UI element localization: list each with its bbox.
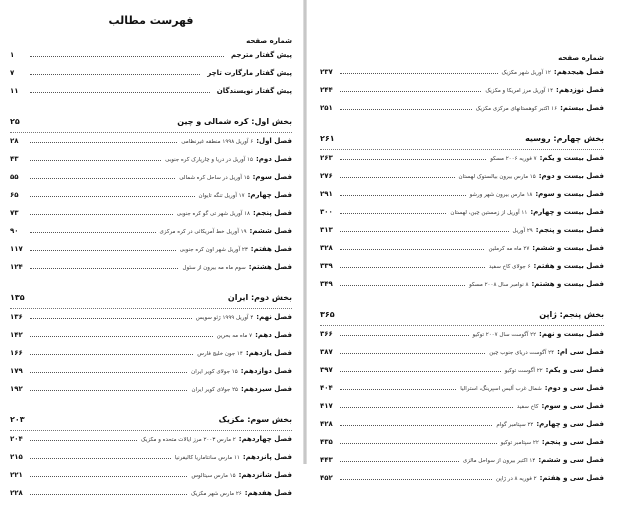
entry-label: فصل سی ام: [557, 348, 604, 356]
entry-label: فصل دهم: [255, 331, 292, 339]
leader-dots [30, 268, 178, 269]
leader-dots [30, 250, 176, 251]
toc-entry [320, 280, 604, 298]
entry-page-number: ۱۶۶ [10, 349, 23, 357]
entry-subtitle: ۱۸ آوریل شهر تی گو کره جنوبی [176, 211, 250, 217]
entry-page-number: ۱۱ [10, 87, 19, 95]
entry-page-number: ۳۸۷ [320, 348, 333, 356]
entry-page-number: ۳۶۶ [320, 330, 333, 338]
entry-label: فصل پانزدهم: [242, 453, 292, 461]
entry-label: فصل سی و ششم: [538, 456, 604, 464]
entry-label: فصل نهم: [256, 313, 292, 321]
entry-page-number: ۴۴۳ [320, 456, 333, 464]
entry-subtitle: ۱۴ آوریل مرز امریکا و مکزیک [485, 88, 554, 94]
entry-label: فصل بیست و هشتم: [531, 280, 604, 288]
leader-dots [340, 285, 465, 286]
entry-subtitle: ۷ ماه مه بحرین [216, 333, 253, 339]
leader-dots [30, 214, 173, 215]
entry-label: فصل هفتم: [250, 245, 292, 253]
part-title: بخش دوم: ایران [227, 293, 292, 302]
toc-entry [10, 435, 292, 453]
entry-page-number: ۷ [10, 69, 15, 77]
entry-label: فصل چهاردهم: [238, 435, 292, 443]
entry-subtitle: ۱۵ آوریل در ساحل کره شمالی [179, 175, 250, 181]
toc-entry [10, 331, 292, 349]
part-heading [320, 134, 604, 150]
page-number-column-header: شماره صفحه [558, 54, 604, 62]
entry-page-number: ۲۸ [10, 137, 19, 145]
entry-label: فصل بیست و یکم: [539, 154, 604, 162]
leader-dots [30, 440, 137, 441]
entry-subtitle: سوم ماه مه بیرون از سئول [182, 265, 246, 271]
entry-subtitle: ۱۲ آوریل شهر مکزیک [501, 70, 551, 76]
entry-label: فصل سوم: [252, 173, 292, 181]
entry-page-number: ۳۹۷ [320, 366, 333, 374]
leader-dots [30, 336, 213, 337]
entry-subtitle: ۱۵ آوریل در دریا و چارپارک کره جنوبی [165, 157, 253, 163]
entry-subtitle: ۶ جولای کاخ سفید [488, 264, 531, 270]
toc-entry [10, 227, 292, 245]
leader-dots [30, 354, 193, 355]
leader-dots [340, 267, 485, 268]
entry-page-number: ۱۳۶ [10, 313, 23, 321]
entry-page-number: ۳۳۹ [320, 262, 333, 270]
toc-entry [10, 173, 292, 191]
book-gutter [303, 0, 307, 464]
toc-entry [10, 87, 292, 105]
entry-label: پیش گفتار نویسندگان [216, 87, 292, 95]
toc-entry [320, 262, 604, 280]
entry-label: فصل سی و دوم: [544, 384, 604, 392]
toc-entry [10, 155, 292, 173]
entry-page-number: ۷۳ [10, 209, 19, 217]
toc-entry [320, 190, 604, 208]
toc-entry [10, 453, 292, 471]
entry-subtitle: ۲۴ آگوست دریای جنوب چین [489, 350, 555, 356]
part-heading [10, 293, 292, 309]
leader-dots [340, 231, 509, 232]
entry-subtitle: شمال غرب آلیس اسپرینگ، استرالیا [460, 386, 542, 392]
entry-page-number: ۴۲۸ [320, 420, 333, 428]
entry-subtitle: ۱۴ اکتبر بیرون از سواحل مالزی [462, 458, 536, 464]
leader-dots [30, 74, 200, 75]
toc-entry [320, 104, 604, 122]
entry-label: فصل سی و چهارم: [536, 420, 604, 428]
leader-dots [340, 177, 455, 178]
entry-page-number: ۲۹۱ [320, 190, 333, 198]
toc-entry [10, 313, 292, 331]
toc-entry [10, 489, 292, 507]
entry-subtitle: ۱۵ جولای کویر ایران [191, 369, 238, 375]
entry-subtitle: ۱۶ اکتبر کوهستانهای مرکزی مکزیک [475, 106, 558, 112]
entry-page-number: ۵۵ [10, 173, 19, 181]
page-number-column-header: شماره صفحه [246, 37, 292, 45]
entry-label: فصل سی و سوم: [541, 402, 604, 410]
entry-label: فصل اول: [256, 137, 292, 145]
entry-page-number: ۲۴۴ [320, 86, 333, 94]
entry-label: فصل بیست و نهم: [539, 330, 604, 338]
entry-subtitle: ۲۳ آوریل شهر اون کره جنوبی [179, 247, 248, 253]
entry-subtitle: ۲۲ سپتامبر گوام [496, 422, 534, 428]
entry-subtitle: ۱۵ مارس سیتالوس [191, 473, 236, 479]
entry-page-number: ۲۲۸ [10, 489, 23, 497]
entry-page-number: ۳۲۸ [320, 244, 333, 252]
entry-subtitle: ۷ فوریه ۲۰۰۶ مسکو [490, 156, 537, 162]
leader-dots [30, 232, 156, 233]
entry-page-number: ۱۴۲ [10, 331, 23, 339]
leader-dots [30, 178, 175, 179]
leader-dots [30, 142, 177, 143]
toc-page-right [310, 0, 618, 482]
entry-label: فصل سی و یکم: [545, 366, 604, 374]
leader-dots [340, 213, 446, 214]
toc-entry [10, 263, 292, 281]
entry-page-number: ۳۴۹ [320, 280, 333, 288]
toc-entry [10, 367, 292, 385]
entry-label: فصل بیست و پنجم: [535, 226, 604, 234]
part-page-number: ۳۶۵ [320, 310, 335, 319]
entry-label: فصل سیزدهم: [241, 385, 292, 393]
entry-page-number: ۲۷۶ [320, 172, 333, 180]
part-heading [10, 415, 292, 431]
entry-label: فصل هیجدهم: [553, 68, 604, 76]
leader-dots [340, 159, 486, 160]
entry-label: فصل بیستم: [560, 104, 604, 112]
entry-subtitle: ۱۱ مارس سانتاماریا کالیفرنیا [174, 455, 240, 461]
entry-label: فصل بیست و چهارم: [530, 208, 604, 216]
entry-subtitle: ۲۲ سپتامبر توکیو [500, 440, 539, 446]
leader-dots [30, 318, 192, 319]
entry-subtitle: ۶ آوریل ۱۹۹۸ منطقه غیرنظامی [181, 139, 254, 145]
toc-entry [320, 384, 604, 402]
entry-page-number: ۴۳ [10, 155, 19, 163]
leader-dots [30, 56, 224, 57]
entry-label: فصل ششم: [249, 227, 292, 235]
toc-entry [320, 348, 604, 366]
part-page-number: ۲۶۱ [320, 134, 335, 143]
entry-page-number: ۹۰ [10, 227, 19, 235]
entry-subtitle: ۲۲ آگوست سال ۲۰۰۷ توکیو [472, 332, 537, 338]
leader-dots [340, 425, 492, 426]
leader-dots [30, 160, 161, 161]
entry-subtitle: ۲۵ جولای کویر ایران [191, 387, 238, 393]
part-title: بخش چهارم: روسیه [525, 134, 604, 143]
leader-dots [340, 443, 497, 444]
leader-dots [340, 371, 501, 372]
page-title: فهرست مطالب [108, 14, 194, 27]
entry-page-number: ۴۱۷ [320, 402, 333, 410]
toc-entry [10, 385, 292, 403]
entry-label: فصل هفدهم: [244, 489, 292, 497]
entry-subtitle: ۱۹ آوریل خط آمریکائی در کره مرکزی [159, 229, 247, 235]
entry-label: فصل بیست و سوم: [535, 190, 604, 198]
leader-dots [340, 389, 456, 390]
toc-entry [10, 51, 292, 69]
part-heading [320, 310, 604, 326]
leader-dots [30, 476, 187, 477]
entry-subtitle: ۲۲ آگوست توکیو [504, 368, 543, 374]
entry-subtitle: ۱۵ مارس بیرون بیالستوک لهستان [458, 174, 536, 180]
entry-label: فصل سی و پنجم: [541, 438, 604, 446]
toc-page-left [0, 0, 302, 497]
leader-dots [340, 335, 469, 336]
entry-label: فصل چهارم: [247, 191, 292, 199]
leader-dots [340, 109, 472, 110]
toc-entry [320, 420, 604, 438]
entry-subtitle: کاخ سفید [516, 404, 539, 410]
entry-page-number: ۲۳۷ [320, 68, 333, 76]
toc-entry [320, 456, 604, 474]
toc-entry [320, 86, 604, 104]
entry-label: فصل پنجم: [253, 209, 292, 217]
entry-label: پیش گفتار مترجم [231, 51, 292, 59]
entry-subtitle: ۲۹ آوریل [512, 228, 533, 234]
entry-page-number: ۲۱۵ [10, 453, 23, 461]
entry-page-number: ۱۱۷ [10, 245, 23, 253]
entry-page-number: ۲۰۴ [10, 435, 23, 443]
part-heading [10, 117, 292, 133]
entry-page-number: ۲۶۳ [320, 154, 333, 162]
part-page-number: ۲۵ [10, 117, 20, 126]
toc-entry [320, 474, 604, 492]
leader-dots [340, 91, 481, 92]
entry-subtitle: ۴ آوریل ۱۹۹۹ ژئو سویس [195, 315, 254, 321]
toc-entry [10, 471, 292, 489]
part-title: بخش پنجم: ژاپن [539, 310, 604, 319]
toc-entry [320, 438, 604, 456]
toc-entry [320, 208, 604, 226]
entry-subtitle: ۱۷ آوریل تنگه تایوان [198, 193, 245, 199]
entry-page-number: ۴۵۲ [320, 474, 333, 482]
leader-dots [340, 73, 498, 74]
entry-label: فصل بیست و دوم: [538, 172, 604, 180]
leader-dots [340, 195, 466, 196]
entry-label: فصل یازدهم: [245, 349, 292, 357]
leader-dots [30, 390, 187, 391]
toc-entry [320, 172, 604, 190]
toc-entry [320, 154, 604, 172]
entry-label: پیش گفتار مارگارت تاچر [207, 69, 292, 77]
entry-page-number: ۱ [10, 51, 15, 59]
entry-page-number: ۱۲۴ [10, 263, 23, 271]
entry-subtitle: ۱۱ آوریل از زمستین چین، لهستان [450, 210, 528, 216]
leader-dots [30, 92, 210, 93]
entry-page-number: ۱۹۲ [10, 385, 23, 393]
entry-label: فصل سی و هفتم: [539, 474, 604, 482]
toc-entry [10, 245, 292, 263]
entry-subtitle: ۱۴ جون خلیج فارس [197, 351, 243, 357]
toc-entry [10, 191, 292, 209]
entry-subtitle: ۲ مارس ۲۰۰۳ مرز ایالات متحده و مکزیک [140, 437, 236, 443]
entry-label: فصل هشتم: [248, 263, 292, 271]
entry-page-number: ۳۱۳ [320, 226, 333, 234]
leader-dots [340, 461, 459, 462]
toc-entry [10, 137, 292, 155]
leader-dots [340, 249, 484, 250]
toc-entry [10, 69, 292, 87]
entry-label: فصل شانزدهم: [238, 471, 292, 479]
entry-page-number: ۳۰۰ [320, 208, 333, 216]
part-title: بخش اول: کره شمالی و چین [177, 117, 292, 126]
leader-dots [340, 353, 485, 354]
leader-dots [30, 458, 171, 459]
entry-subtitle: ۱۸ مارس بیرون شهر ورشو [469, 192, 533, 198]
entry-page-number: ۶۵ [10, 191, 19, 199]
leader-dots [30, 372, 187, 373]
entry-label: فصل دوازدهم: [240, 367, 292, 375]
leader-dots [340, 407, 513, 408]
entry-page-number: ۲۲۱ [10, 471, 23, 479]
entry-page-number: ۴۳۵ [320, 438, 333, 446]
entry-page-number: ۲۵۱ [320, 104, 333, 112]
toc-entry [320, 330, 604, 348]
leader-dots [340, 479, 492, 480]
entry-subtitle: ۲۶ مارس شهر مکزیک [190, 491, 242, 497]
toc-entry [320, 244, 604, 262]
leader-dots [30, 494, 187, 495]
part-title: بخش سوم: مکزیک [218, 415, 292, 424]
toc-entry [320, 68, 604, 86]
toc-entry [320, 366, 604, 384]
entry-label: فصل نوزدهم: [556, 86, 604, 94]
toc-entry [320, 226, 604, 244]
part-page-number: ۱۳۵ [10, 293, 25, 302]
entry-label: فصل بیست و هفتم: [533, 262, 604, 270]
toc-entry [10, 209, 292, 227]
part-page-number: ۲۰۳ [10, 415, 25, 424]
entry-subtitle: ۲۷ ماه مه کرملین [488, 246, 530, 252]
entry-label: فصل دوم: [255, 155, 292, 163]
toc-entry [10, 349, 292, 367]
entry-subtitle: ۲ فوریه ۸ در ژاپن [496, 476, 537, 482]
toc-entry [320, 402, 604, 420]
entry-page-number: ۴۰۴ [320, 384, 333, 392]
entry-page-number: ۱۷۹ [10, 367, 23, 375]
leader-dots [30, 196, 195, 197]
entry-subtitle: ۸ نوامبر سال ۲۰۰۸ مسکو [469, 282, 529, 288]
entry-label: فصل بیست و ششم: [532, 244, 604, 252]
